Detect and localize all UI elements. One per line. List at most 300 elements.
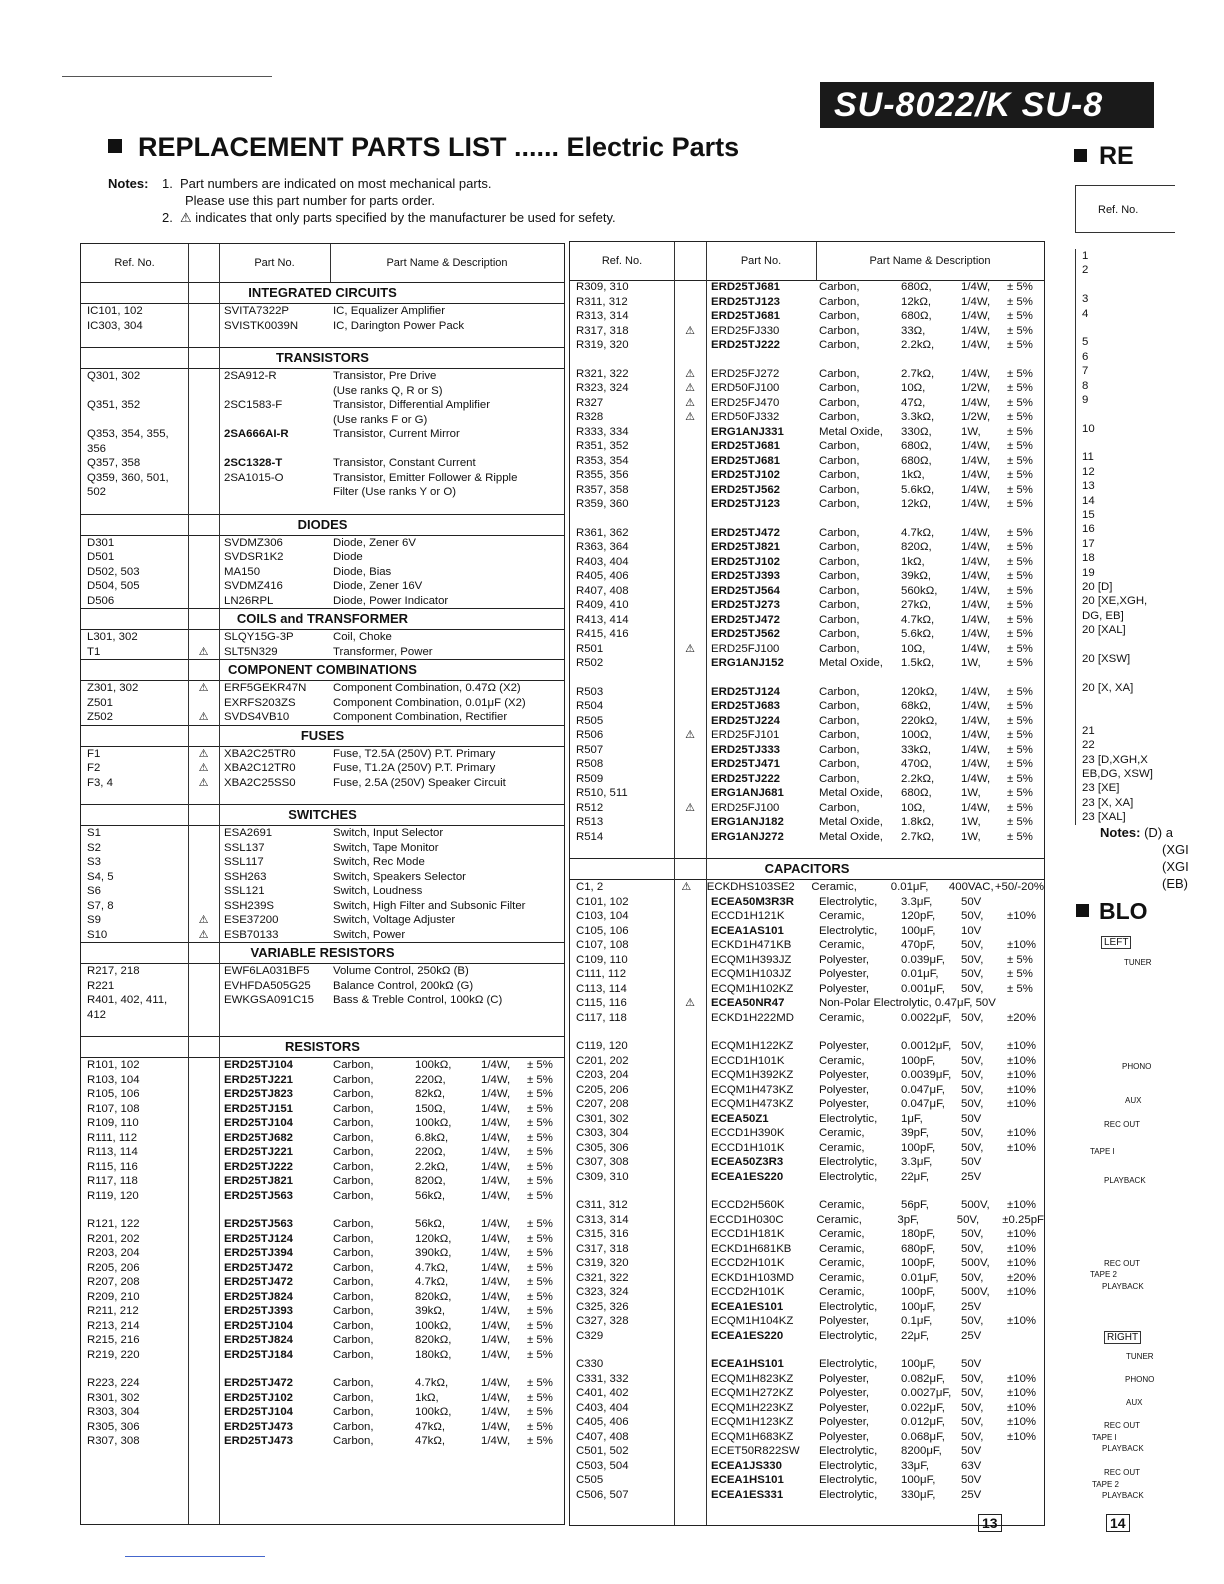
ref-no: T1: [87, 645, 101, 658]
part-value: 680Ω,: [901, 787, 932, 799]
part-type: Polyester,: [819, 982, 870, 995]
table-row: [570, 1213, 1044, 1228]
part-tolerance: ± 5%: [527, 1189, 553, 1202]
part-no: ECEA1ES220: [711, 1329, 784, 1342]
warning-icon: [674, 555, 706, 570]
part-no: XBA2C25SS0: [224, 776, 296, 789]
part-rating: 1/4W,: [961, 469, 991, 481]
part-description: Transistor, Differential Amplifier: [333, 399, 490, 411]
part-tolerance: ± 5%: [527, 1391, 553, 1404]
ref-no: C201, 202: [576, 1054, 629, 1067]
warning-icon: [188, 855, 219, 870]
right-page-title: [1074, 142, 1134, 171]
table-row: [570, 396, 1044, 411]
part-description: Switch, Speakers Selector: [333, 870, 466, 883]
block-phono-label: PHONO: [1125, 1375, 1155, 1384]
table-row: [570, 468, 1044, 483]
part-rating: 25V: [961, 1329, 982, 1342]
block-right-label: RIGHT: [1104, 1331, 1141, 1344]
part-tolerance: ±10%: [1007, 1069, 1037, 1081]
ref-no: C407, 408: [576, 1430, 629, 1443]
ref-no: R103, 104: [87, 1073, 140, 1086]
part-no: [219, 1008, 330, 1023]
part-no: SVDSR1K2: [224, 551, 284, 563]
row-spacer: [570, 1025, 1044, 1039]
part-rating: 50V: [961, 1156, 982, 1168]
table-row: [81, 398, 564, 413]
part-tolerance: [1004, 1488, 1044, 1503]
part-no: SVDS4VB10: [224, 711, 290, 723]
section-heading: INTEGRATED CIRCUITS: [81, 282, 564, 304]
part-no: EWKGSA091C15: [224, 994, 314, 1006]
table-row: [570, 938, 1044, 953]
part-value: 12kΩ,: [901, 295, 932, 308]
ref-no: R355, 356: [576, 469, 629, 481]
ref-no: C1, 2: [576, 881, 604, 893]
right-ref-list: [1075, 249, 1176, 825]
ref-no: C307, 308: [576, 1156, 629, 1168]
part-tolerance: ±10%: [1007, 1257, 1037, 1269]
part-type: Carbon,: [819, 295, 860, 308]
ref-no: R502: [576, 657, 604, 669]
ref-no: R321, 322: [576, 367, 629, 380]
part-value: 180kΩ,: [415, 1348, 452, 1361]
table-row: [570, 642, 1044, 657]
part-value: 0.022μF,: [901, 1401, 945, 1414]
part-type: Carbon,: [819, 324, 860, 337]
part-value: 560kΩ,: [901, 584, 938, 597]
part-rating: 50V,: [961, 1430, 984, 1443]
part-rating: 1/4W,: [961, 714, 991, 727]
table-row: [570, 1444, 1044, 1459]
warning-icon: [188, 1087, 219, 1102]
ref-no: Q351, 352: [87, 399, 141, 411]
table-row: [570, 880, 1044, 895]
part-type: Carbon,: [819, 339, 860, 351]
part-description: Switch, Loudness: [333, 885, 423, 897]
table-row: [81, 1333, 564, 1348]
table-row: [570, 367, 1044, 382]
part-tolerance: ±10%: [1007, 1401, 1037, 1414]
table-row: [81, 928, 564, 943]
part-tolerance: ± 5%: [527, 1420, 553, 1433]
ref-no: R513: [576, 816, 604, 828]
part-rating: 1/4W,: [961, 295, 991, 308]
page-number-left: 13: [978, 1514, 1002, 1532]
part-rating: 50V: [961, 1112, 982, 1125]
warning-icon: [674, 1285, 706, 1300]
part-no: ESA2691: [224, 827, 273, 839]
part-no: ERD25TJ681: [711, 454, 781, 467]
warning-icon: [188, 1275, 219, 1290]
warning-icon: [674, 743, 706, 758]
part-value: 12kΩ,: [901, 498, 932, 510]
part-no: ERD25TJ823: [224, 1088, 294, 1100]
table-row: [570, 1357, 1044, 1372]
part-tolerance: [1004, 1444, 1044, 1459]
table-row: [570, 1473, 1044, 1488]
block-phono-label: PHONO: [1122, 1062, 1152, 1071]
part-type: Electrolytic,: [819, 1329, 878, 1342]
part-type: Carbon,: [819, 628, 860, 640]
ref-no: C325, 326: [576, 1300, 629, 1313]
part-no: ERD25TJ104: [224, 1406, 294, 1418]
ref-no: 412: [87, 1008, 107, 1021]
part-no: ECCD2H101K: [711, 1286, 785, 1298]
part-no: ERF5GEKR47N: [224, 682, 307, 694]
table-row: [81, 550, 564, 565]
warning-icon: [674, 1488, 706, 1503]
part-type: Electrolytic,: [819, 1170, 878, 1183]
part-tolerance: ±10%: [1007, 1286, 1037, 1298]
part-no: ECCD1H390K: [711, 1127, 785, 1139]
right-ref-item: 6: [1082, 350, 1089, 363]
right-ref-item: [1076, 638, 1176, 652]
ref-no: R219, 220: [87, 1348, 140, 1361]
part-rating: 1/4W,: [481, 1175, 511, 1187]
ref-no: L301, 302: [87, 631, 138, 643]
part-no: ECCD2H101K: [711, 1257, 785, 1269]
part-tolerance: ± 5%: [1007, 440, 1033, 452]
right-ref-item: 23 [XAL]: [1082, 811, 1126, 824]
part-rating: 1/4W,: [961, 772, 991, 785]
table-row: [570, 1329, 1044, 1344]
warning-icon: [674, 685, 706, 700]
part-rating: 50V: [961, 1358, 982, 1370]
ref-no: C101, 102: [576, 895, 629, 908]
warning-icon: [188, 1160, 219, 1175]
part-no: ERD25TJ563: [224, 1218, 294, 1230]
part-type: Metal Oxide,: [819, 425, 883, 438]
part-type: Carbon,: [819, 483, 860, 496]
part-no: ECEA1HS101: [711, 1358, 784, 1370]
ref-no: C117, 118: [576, 1011, 627, 1024]
ref-no: 502: [87, 486, 107, 498]
ref-no: R363, 364: [576, 541, 629, 553]
warning-icon: [674, 714, 706, 729]
part-no: ERD25TJ821: [711, 541, 781, 553]
part-rating: 25V: [961, 1488, 982, 1501]
part-description: Filter (Use ranks Y or O): [333, 486, 457, 498]
part-value: 0.047μF,: [901, 1083, 945, 1096]
table-row: [81, 1131, 564, 1146]
part-description: Transistor, Constant Current: [333, 457, 476, 469]
ref-no: R504: [576, 700, 604, 712]
part-no: ECEA1ES331: [711, 1488, 784, 1501]
part-value: 120kΩ,: [901, 685, 938, 698]
part-no: SSH263: [224, 870, 267, 883]
column-divider: [816, 242, 817, 280]
part-no: ERD25TJ104: [224, 1117, 294, 1129]
part-value: 680Ω,: [901, 281, 932, 293]
warning-icon: [188, 427, 219, 442]
table-row: [81, 1102, 564, 1117]
part-tolerance: ± 5%: [527, 1088, 553, 1100]
part-description: Transformer, Power: [333, 645, 433, 658]
table-body: [570, 280, 1044, 1525]
part-tolerance: ± 5%: [527, 1146, 553, 1158]
part-tolerance: ±10%: [1007, 1040, 1037, 1052]
part-tolerance: ± 5%: [1007, 541, 1033, 553]
part-no: XBA2C12TR0: [224, 762, 296, 774]
part-tolerance: ± 5%: [1007, 555, 1033, 568]
part-no: ECQM1H123KZ: [711, 1416, 794, 1428]
part-tolerance: ±10%: [1007, 1141, 1037, 1154]
right-ref-item: 14: [1082, 494, 1095, 507]
part-type: Carbon,: [333, 1189, 374, 1202]
warning-icon: ⚠: [685, 396, 695, 409]
part-type: Carbon,: [333, 1160, 374, 1173]
part-tolerance: ± 5%: [527, 1247, 553, 1259]
part-no: ERD25TJ184: [224, 1348, 294, 1361]
warning-icon: [188, 1290, 219, 1305]
part-value: 4.7kΩ,: [901, 613, 935, 626]
warning-icon: [674, 584, 706, 599]
ref-no: R121, 122: [87, 1218, 140, 1230]
part-rating: 50V,: [961, 982, 984, 995]
table-row: [570, 1068, 1044, 1083]
ref-no: C109, 110: [576, 953, 628, 966]
warning-icon: [674, 786, 706, 801]
ref-no: C105, 106: [576, 924, 629, 937]
part-no: ECEA50Z1: [711, 1112, 769, 1125]
warning-icon: [673, 1213, 705, 1228]
part-value: 100pF,: [901, 1054, 936, 1067]
warning-icon: ⚠: [685, 801, 695, 814]
part-rating: 500V,: [961, 1199, 990, 1211]
warning-icon: [674, 1314, 706, 1329]
table-row: [81, 964, 564, 979]
part-no: ECEA1AS101: [711, 924, 784, 937]
part-type: Polyester,: [819, 968, 870, 980]
table-row: [81, 710, 564, 725]
ref-no: C315, 316: [576, 1228, 629, 1240]
ref-no: S9: [87, 914, 101, 926]
table-row: [570, 996, 1044, 1011]
part-type: Ceramic,: [819, 1271, 865, 1284]
part-type: Carbon,: [333, 1131, 374, 1144]
ref-no: C203, 204: [576, 1069, 629, 1081]
part-tolerance: ± 5%: [527, 1218, 553, 1230]
warning-icon: [188, 456, 219, 471]
header-description: Part Name & Description: [869, 255, 991, 267]
part-no: ERD25TJ104: [224, 1059, 294, 1071]
notes-label: Notes:: [108, 176, 149, 191]
part-no: 2SA1015-O: [224, 471, 284, 484]
part-value: 1μF,: [901, 1112, 923, 1125]
ref-no: R359, 360: [576, 498, 629, 510]
part-no: ERD25FJ470: [711, 396, 780, 409]
part-no: ESB70133: [224, 928, 279, 941]
table-row: [570, 613, 1044, 628]
part-description: Diode: [333, 551, 363, 563]
warning-icon: [674, 1473, 706, 1488]
table-row: [570, 728, 1044, 743]
part-no: ECEA50M3R3R: [711, 895, 794, 908]
warning-icon: [188, 471, 219, 486]
table-row: [570, 454, 1044, 469]
ref-no: F3, 4: [87, 776, 113, 789]
part-no: ERD25TJ221: [224, 1146, 294, 1158]
part-rating: 50V: [961, 895, 982, 908]
warning-icon: [674, 953, 706, 968]
warning-icon: [674, 1011, 706, 1026]
note-number: 2.: [162, 210, 173, 225]
part-no: ERD25TJ821: [224, 1175, 294, 1187]
part-tolerance: ± 5%: [1007, 801, 1033, 814]
ref-no: C303, 304: [576, 1127, 629, 1139]
part-value: 3pF,: [897, 1213, 919, 1226]
ref-no: R221: [87, 979, 115, 992]
warning-icon: [188, 304, 219, 319]
table-row: [570, 743, 1044, 758]
table-row: [81, 1174, 564, 1189]
warning-icon: [674, 468, 706, 483]
part-description: Diode, Zener 16V: [333, 580, 423, 592]
header-warning: [674, 242, 706, 280]
warning-icon: [188, 1405, 219, 1420]
ref-no: R305, 306: [87, 1420, 140, 1433]
table-row: [570, 1430, 1044, 1445]
ref-no: R328: [576, 411, 604, 423]
right-ref-item: 18: [1082, 552, 1095, 565]
bullet-square-icon: [1074, 149, 1087, 162]
header-part-no: Part No.: [254, 257, 295, 269]
warning-icon: ⚠: [685, 411, 695, 423]
part-description: IC, Darington Power Pack: [333, 319, 465, 332]
warning-icon: [188, 1174, 219, 1189]
part-type: Carbon,: [819, 411, 860, 423]
part-value: 4.7kΩ,: [901, 526, 935, 539]
part-tolerance: ± 5%: [1007, 584, 1033, 597]
part-no: ECEA1ES220: [711, 1170, 784, 1183]
part-tolerance: [1004, 1329, 1044, 1344]
part-no: ESE37200: [224, 914, 279, 926]
part-tolerance: ± 5%: [1007, 628, 1033, 640]
ref-no: 356: [87, 442, 107, 455]
ref-no: R407, 408: [576, 584, 629, 597]
part-tolerance: ± 5%: [1007, 469, 1033, 481]
section-heading: VARIABLE RESISTORS: [81, 942, 564, 964]
top-rule: [62, 76, 272, 77]
part-tolerance: ± 5%: [527, 1334, 553, 1346]
ref-no: C313, 314: [576, 1213, 629, 1226]
part-tolerance: [1004, 1112, 1044, 1127]
part-no: ERG1ANJ272: [711, 830, 784, 843]
right-ref-item: [1076, 321, 1176, 335]
part-type: Carbon,: [819, 498, 860, 510]
part-value: 100μF,: [901, 924, 936, 937]
part-no: 2SC1583-F: [224, 399, 283, 411]
table-row: [81, 1434, 564, 1449]
right-ref-item: 20 [XE,XGH,: [1082, 595, 1148, 608]
table-row: [570, 280, 1044, 295]
ref-no: C111, 112: [576, 968, 627, 980]
part-no: ERD25TJ471: [711, 758, 781, 770]
right-ref-item: 1: [1082, 250, 1089, 262]
table-row: [570, 497, 1044, 512]
part-tolerance: ± 5%: [1007, 772, 1033, 785]
part-value: 5.6kΩ,: [901, 483, 935, 496]
part-no: ECCD1H030C: [709, 1213, 784, 1226]
part-type: Carbon,: [819, 642, 860, 655]
table-row: [570, 1054, 1044, 1069]
part-rating: 1/4W,: [481, 1073, 511, 1086]
part-value: 0.0027μF,: [901, 1387, 952, 1399]
part-type: Ceramic,: [819, 1011, 865, 1024]
part-value: 39kΩ,: [901, 570, 932, 582]
ref-no: C309, 310: [576, 1170, 629, 1183]
part-no: ERD25TJ124: [224, 1232, 294, 1245]
part-value: 39kΩ,: [415, 1305, 446, 1317]
warning-icon: [674, 1459, 706, 1474]
part-no: XBA2C25TR0: [224, 747, 296, 760]
table-row: [81, 1319, 564, 1334]
section-heading: COILS and TRANSFORMER: [81, 608, 564, 630]
part-tolerance: ±10%: [1007, 1387, 1037, 1399]
part-tolerance: ±10%: [1007, 910, 1037, 922]
table-row: [570, 967, 1044, 982]
row-spacer: [570, 1343, 1044, 1357]
part-tolerance: ± 5%: [1007, 411, 1033, 423]
part-no: ERD25FJ272: [711, 367, 780, 380]
table-row: [570, 1256, 1044, 1271]
part-description: [330, 1008, 564, 1023]
table-row: [570, 1386, 1044, 1401]
part-rating: 1/4W,: [481, 1435, 511, 1447]
part-no: SLQY15G-3P: [224, 631, 294, 643]
table-row: [81, 442, 564, 457]
ref-no: R317, 318: [576, 324, 629, 337]
part-rating: 50V: [961, 1474, 982, 1486]
warning-icon: [188, 630, 219, 645]
part-no: ERD25TJ102: [711, 555, 781, 568]
part-rating: 1/4W,: [961, 526, 991, 539]
table-row: [570, 569, 1044, 584]
ref-no: C301, 302: [576, 1112, 629, 1125]
page-title: [108, 132, 739, 163]
right-ref-item: 16: [1082, 523, 1095, 536]
part-no: ERD25TJ472: [711, 613, 781, 626]
part-no: ECQM1H683KZ: [711, 1430, 794, 1443]
part-value: 3.3μF,: [901, 1156, 933, 1168]
header-ref-no: Ref. No.: [601, 255, 643, 267]
part-type: Electrolytic,: [819, 1156, 878, 1168]
warning-icon: [188, 565, 219, 580]
table-row: [81, 1420, 564, 1435]
part-tolerance: ± 5%: [527, 1102, 553, 1115]
part-no: ERD25TJ562: [711, 483, 781, 496]
part-rating: 1/4W,: [481, 1420, 511, 1433]
part-type: Carbon,: [819, 454, 860, 467]
ref-no: R215, 216: [87, 1334, 140, 1346]
part-value: 4.7kΩ,: [415, 1377, 449, 1389]
right-note: (XGI: [1162, 859, 1189, 874]
warning-icon: ⚠: [198, 776, 209, 789]
part-value: 0.047μF,: [901, 1098, 945, 1110]
part-value: 2.2kΩ,: [901, 339, 935, 351]
part-value: 0.001μF,: [901, 982, 945, 995]
right-note: (EB): [1162, 876, 1188, 891]
warning-icon: [674, 425, 706, 440]
ref-no: C403, 404: [576, 1401, 629, 1414]
ref-no: D501: [87, 551, 115, 563]
part-type: Carbon,: [819, 700, 860, 712]
part-value: 0.1μF,: [901, 1315, 933, 1327]
right-ref-item: 15: [1082, 509, 1095, 522]
part-value: 330μF,: [901, 1488, 936, 1501]
ref-no: R211, 212: [87, 1305, 139, 1317]
